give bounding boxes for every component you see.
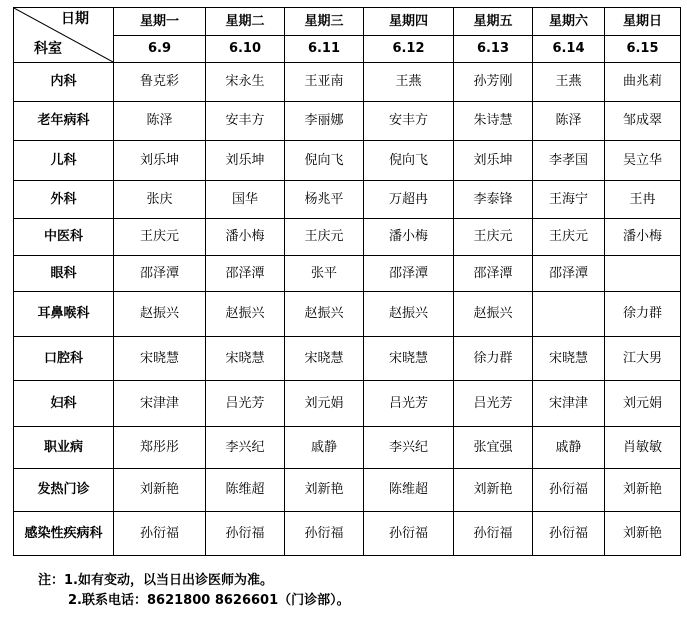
doctor-cell: 孙衍福	[285, 512, 364, 556]
day-header: 星期日	[605, 8, 681, 36]
doctor-cell: 宋永生	[206, 63, 285, 102]
doctor-cell: 刘新艳	[605, 469, 681, 512]
doctor-cell: 吕光芳	[206, 381, 285, 427]
doctor-cell: 吕光芳	[454, 381, 533, 427]
doctor-cell: 邵泽潭	[533, 256, 605, 292]
table-row	[14, 181, 681, 219]
doctor-cell: 倪向飞	[285, 141, 364, 181]
table-row	[14, 102, 681, 141]
day-header: 星期三	[285, 8, 364, 36]
day-header: 星期五	[454, 8, 533, 36]
doctor-cell: 邹成翠	[605, 102, 681, 141]
doctor-cell: 陈维超	[206, 469, 285, 512]
doctor-cell: 安丰方	[364, 102, 454, 141]
doctor-cell: 吕光芳	[364, 381, 454, 427]
doctor-cell: 安丰方	[206, 102, 285, 141]
doctor-cell: 赵振兴	[114, 292, 206, 337]
doctor-cell: 孙衍福	[533, 512, 605, 556]
doctor-cell: 李兴纪	[364, 427, 454, 469]
doctor-cell: 曲兆莉	[605, 63, 681, 102]
doctor-cell: 吴立华	[605, 141, 681, 181]
doctor-cell: 王庆元	[114, 219, 206, 256]
dept-cell: 内科	[14, 63, 114, 102]
doctor-cell: 王燕	[533, 63, 605, 102]
dept-cell: 儿科	[14, 141, 114, 181]
date-header: 6.15	[605, 36, 681, 63]
day-header: 星期二	[206, 8, 285, 36]
doctor-cell: 国华	[206, 181, 285, 219]
doctor-cell: 王庆元	[533, 219, 605, 256]
doctor-cell: 李泰锋	[454, 181, 533, 219]
doctor-cell: 邵泽潭	[364, 256, 454, 292]
doctor-cell: 宋晓慧	[364, 337, 454, 381]
doctor-cell: 陈泽	[533, 102, 605, 141]
date-header: 6.9	[114, 36, 206, 63]
dept-cell: 外科	[14, 181, 114, 219]
doctor-cell: 潘小梅	[605, 219, 681, 256]
doctor-cell: 李丽娜	[285, 102, 364, 141]
table-row	[14, 381, 681, 427]
doctor-cell: 王庆元	[285, 219, 364, 256]
table-row	[14, 427, 681, 469]
doctor-cell: 刘乐坤	[454, 141, 533, 181]
corner-dept-label: 科室	[34, 41, 62, 57]
table-row	[14, 469, 681, 512]
doctor-cell: 刘新艳	[605, 512, 681, 556]
doctor-cell: 朱诗慧	[454, 102, 533, 141]
table-row	[14, 141, 681, 181]
doctor-cell	[605, 256, 681, 292]
dept-cell: 眼科	[14, 256, 114, 292]
doctor-cell: 刘乐坤	[206, 141, 285, 181]
header-day-row	[14, 8, 681, 36]
doctor-cell: 张宜强	[454, 427, 533, 469]
corner-date-label: 日期	[61, 11, 89, 27]
doctor-cell: 赵振兴	[206, 292, 285, 337]
doctor-cell: 赵振兴	[454, 292, 533, 337]
doctor-cell: 徐力群	[605, 292, 681, 337]
table-row	[14, 219, 681, 256]
doctor-cell: 孙衍福	[454, 512, 533, 556]
doctor-cell: 邵泽潭	[454, 256, 533, 292]
corner-cell	[14, 8, 114, 63]
doctor-cell: 宋晓慧	[206, 337, 285, 381]
doctor-cell: 王燕	[364, 63, 454, 102]
dept-cell: 职业病	[14, 427, 114, 469]
doctor-cell: 倪向飞	[364, 141, 454, 181]
doctor-cell: 刘元娟	[285, 381, 364, 427]
notes	[38, 571, 350, 611]
doctor-cell: 万超冉	[364, 181, 454, 219]
doctor-cell: 邵泽潭	[206, 256, 285, 292]
doctor-cell: 王海宁	[533, 181, 605, 219]
doctor-cell: 陈维超	[364, 469, 454, 512]
doctor-cell: 戚静	[533, 427, 605, 469]
doctor-cell: 孙芳刚	[454, 63, 533, 102]
doctor-cell: 赵振兴	[285, 292, 364, 337]
doctor-cell: 邵泽潭	[114, 256, 206, 292]
day-header: 星期四	[364, 8, 454, 36]
dept-cell: 发热门诊	[14, 469, 114, 512]
doctor-cell: 潘小梅	[364, 219, 454, 256]
doctor-cell: 孙衍福	[206, 512, 285, 556]
doctor-cell: 徐力群	[454, 337, 533, 381]
doctor-cell: 刘新艳	[454, 469, 533, 512]
table-row	[14, 63, 681, 102]
doctor-cell: 刘新艳	[114, 469, 206, 512]
dept-cell: 耳鼻喉科	[14, 292, 114, 337]
table-row	[14, 337, 681, 381]
doctor-cell: 张平	[285, 256, 364, 292]
day-header: 星期一	[114, 8, 206, 36]
day-header: 星期六	[533, 8, 605, 36]
doctor-cell: 孙衍福	[364, 512, 454, 556]
note-line-2: 2.联系电话：8621800 8626601（门诊部）。	[68, 593, 350, 608]
doctor-cell	[533, 292, 605, 337]
dept-cell: 妇科	[14, 381, 114, 427]
doctor-cell: 宋晓慧	[285, 337, 364, 381]
doctor-cell: 郑彤彤	[114, 427, 206, 469]
doctor-cell: 刘新艳	[285, 469, 364, 512]
doctor-cell: 赵振兴	[364, 292, 454, 337]
doctor-cell: 潘小梅	[206, 219, 285, 256]
doctor-cell: 王庆元	[454, 219, 533, 256]
duty-schedule-table	[13, 7, 681, 556]
doctor-cell: 戚静	[285, 427, 364, 469]
doctor-cell: 李兴纪	[206, 427, 285, 469]
doctor-cell: 肖敏敏	[605, 427, 681, 469]
doctor-cell: 江大男	[605, 337, 681, 381]
doctor-cell: 王冉	[605, 181, 681, 219]
doctor-cell: 鲁克彩	[114, 63, 206, 102]
table-row	[14, 256, 681, 292]
date-header: 6.11	[285, 36, 364, 63]
date-header: 6.10	[206, 36, 285, 63]
doctor-cell: 张庆	[114, 181, 206, 219]
dept-cell: 口腔科	[14, 337, 114, 381]
date-header: 6.12	[364, 36, 454, 63]
dept-cell: 中医科	[14, 219, 114, 256]
doctor-cell: 刘乐坤	[114, 141, 206, 181]
dept-cell: 感染性疾病科	[14, 512, 114, 556]
doctor-cell: 刘元娟	[605, 381, 681, 427]
header-date-row	[14, 36, 681, 63]
doctor-cell: 王亚南	[285, 63, 364, 102]
doctor-cell: 孙衍福	[533, 469, 605, 512]
doctor-cell: 宋津津	[533, 381, 605, 427]
date-header: 6.14	[533, 36, 605, 63]
doctor-cell: 李孝国	[533, 141, 605, 181]
doctor-cell: 杨兆平	[285, 181, 364, 219]
doctor-cell: 孙衍福	[114, 512, 206, 556]
table-row	[14, 292, 681, 337]
dept-cell: 老年病科	[14, 102, 114, 141]
doctor-cell: 陈泽	[114, 102, 206, 141]
note-line-1: 注：1.如有变动，以当日出诊医师为准。	[38, 573, 273, 588]
doctor-cell: 宋晓慧	[533, 337, 605, 381]
doctor-cell: 宋晓慧	[114, 337, 206, 381]
table-row	[14, 512, 681, 556]
doctor-cell: 宋津津	[114, 381, 206, 427]
date-header: 6.13	[454, 36, 533, 63]
